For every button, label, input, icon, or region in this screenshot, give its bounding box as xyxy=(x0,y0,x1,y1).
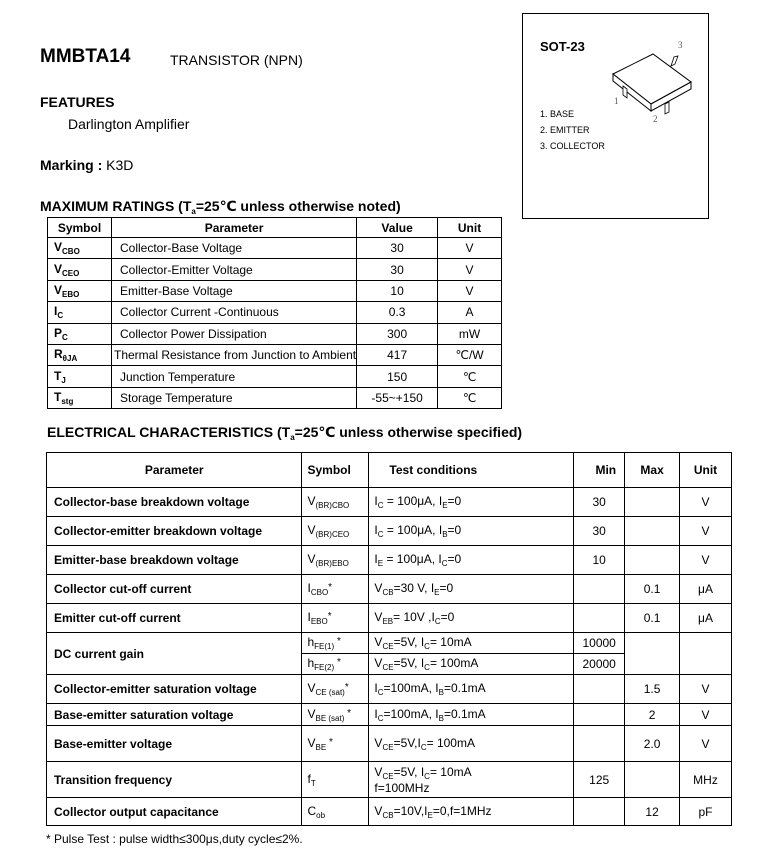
electrical-symbol xyxy=(302,546,369,575)
pulse-test-star: * xyxy=(334,636,341,647)
unit-value: V xyxy=(680,675,732,704)
max-ratings-row xyxy=(48,366,502,387)
symbol-subscript: θJA xyxy=(62,354,78,364)
electrical-header-row xyxy=(47,453,732,488)
test-conditions xyxy=(369,654,574,675)
col-value: Value xyxy=(357,218,438,238)
cond-letter: V xyxy=(374,581,383,595)
cond-value: =0 xyxy=(439,581,454,595)
footnote: * Pulse Test : pulse width≤300μs,duty cycle≤2%. xyxy=(46,832,303,846)
electrical-symbol xyxy=(302,517,369,546)
electrical-symbol xyxy=(302,704,369,726)
col-parameter: Parameter xyxy=(112,218,357,238)
electrical-row xyxy=(47,517,732,546)
rating-symbol xyxy=(48,323,112,344)
symbol-subscript: FE(1) xyxy=(314,642,335,651)
cond-letter: I xyxy=(374,552,378,566)
rating-parameter: Collector-Base Voltage xyxy=(112,238,357,259)
unit-value: V xyxy=(680,704,732,726)
electrical-parameter: Emitter cut-off current xyxy=(47,604,302,633)
max-value xyxy=(625,546,680,575)
min-value: 10 xyxy=(574,546,625,575)
rating-unit: mW xyxy=(438,323,502,344)
pulse-test-star: * xyxy=(328,582,333,593)
cond-letter: V xyxy=(374,764,383,779)
cond-value: =5V, xyxy=(393,735,418,750)
rating-value: 30 xyxy=(357,259,438,280)
cond-value: = 100μA, xyxy=(383,494,439,508)
rating-parameter: Thermal Resistance from Junction to Ambient xyxy=(112,344,357,365)
cond-letter: V xyxy=(374,656,383,670)
unit-value: V xyxy=(680,726,732,762)
cond-subscript: CB xyxy=(382,588,394,597)
marking-value: K3D xyxy=(106,157,134,173)
rating-value: 417 xyxy=(357,344,438,365)
cond-value: =0 xyxy=(447,552,462,566)
rating-value: 300 xyxy=(357,323,438,344)
symbol-letter: T xyxy=(54,389,62,404)
test-conditions xyxy=(369,604,574,633)
max-ratings-row xyxy=(48,344,502,365)
rating-unit: V xyxy=(438,238,502,259)
min-value: 125 xyxy=(574,762,625,798)
pin-2-lead xyxy=(665,102,669,114)
symbol-subscript: EBO xyxy=(310,617,328,626)
rating-symbol xyxy=(48,366,112,387)
cond-letter: I xyxy=(420,656,425,670)
electrical-col-header: Max xyxy=(625,453,680,488)
rating-unit: ℃ xyxy=(438,366,502,387)
symbol-letter: V xyxy=(307,494,316,508)
electrical-parameter: Emitter-base breakdown voltage xyxy=(47,546,302,575)
pin-2-number: 2 xyxy=(653,114,658,124)
rating-symbol xyxy=(48,344,112,365)
features-heading: FEATURES xyxy=(40,94,115,110)
rating-unit: A xyxy=(438,302,502,323)
symbol-letter: T xyxy=(54,368,62,383)
electrical-title: ELECTRICAL CHARACTERISTICS ($T_a=25℃$ unless otherwise specified) xyxy=(47,424,523,442)
cond-subscript: C xyxy=(377,713,384,723)
unit-value: pF xyxy=(680,798,732,826)
electrical-symbol xyxy=(302,654,369,675)
rating-parameter: Collector-Emitter Voltage xyxy=(112,259,357,280)
symbol-subscript: T xyxy=(310,778,316,788)
test-conditions xyxy=(369,488,574,517)
symbol-subscript: (BR)CBO xyxy=(315,501,350,510)
cond-value: =5V, xyxy=(393,635,421,649)
cond-subscript: EB xyxy=(382,617,394,626)
test-conditions xyxy=(369,798,574,826)
package-pin-list xyxy=(540,106,605,154)
max-value xyxy=(625,517,680,546)
electrical-table xyxy=(46,452,732,826)
symbol-subscript: C xyxy=(62,332,68,342)
electrical-parameter: Collector-emitter breakdown voltage xyxy=(47,517,302,546)
pin-3-label: 3. COLLECTOR xyxy=(540,141,605,151)
symbol-letter: V xyxy=(307,735,316,750)
cond-letter: V xyxy=(374,803,383,818)
cond-value: =30 V, xyxy=(393,581,431,595)
rating-parameter: Storage Temperature xyxy=(112,387,357,408)
symbol-letter: I xyxy=(307,610,311,624)
electrical-parameter: Collector cut-off current xyxy=(47,575,302,604)
test-conditions xyxy=(369,575,574,604)
cond-subscript: C xyxy=(424,663,430,672)
pulse-test-star: * xyxy=(327,611,332,622)
pulse-test-star: * xyxy=(344,707,352,719)
symbol-subscript: ob xyxy=(316,810,326,820)
symbol-subscript: FE(2) xyxy=(314,663,335,672)
electrical-row xyxy=(47,546,732,575)
cond-subscript: C xyxy=(377,688,384,697)
min-value xyxy=(574,604,625,633)
cond-subscript: B xyxy=(438,688,444,697)
cond-value: = 100mA xyxy=(429,656,479,670)
rating-value: 10 xyxy=(357,280,438,301)
electrical-symbol xyxy=(302,604,369,633)
cond-letter: I xyxy=(438,523,443,537)
cond-value: = 10mA xyxy=(429,635,472,649)
rating-parameter: Emitter-Base Voltage xyxy=(112,280,357,301)
cond-subscript: CE xyxy=(382,663,394,672)
min-value: 30 xyxy=(574,517,625,546)
part-subtitle: TRANSISTOR (NPN) xyxy=(170,52,303,68)
electrical-col-header: Symbol xyxy=(302,453,369,488)
cond-subscript: C xyxy=(424,642,430,651)
pin-2-label: 2. EMITTER xyxy=(540,125,590,135)
part-number: MMBTA14 xyxy=(40,46,131,67)
cond-value: =0 xyxy=(440,610,455,624)
max-value: 0.1 xyxy=(625,575,680,604)
symbol-letter: V xyxy=(54,261,63,276)
symbol-letter: V xyxy=(54,240,63,255)
col-symbol: Symbol xyxy=(48,218,112,238)
electrical-symbol xyxy=(302,798,369,826)
pin-3-number: 3 xyxy=(678,40,683,50)
max-ratings-row xyxy=(48,259,502,280)
max-ratings-row xyxy=(48,387,502,408)
electrical-parameter: DC current gain xyxy=(47,633,302,675)
cond-value: = 10V , xyxy=(393,610,432,624)
rating-parameter: Junction Temperature xyxy=(112,366,357,387)
cond-subscript: C xyxy=(441,559,448,568)
electrical-parameter: Transition frequency xyxy=(47,762,302,798)
max-value xyxy=(625,762,680,798)
symbol-subscript: C xyxy=(57,311,64,321)
cond-letter: I xyxy=(374,523,378,537)
pin-1-label: 1. BASE xyxy=(540,109,575,119)
electrical-symbol xyxy=(302,726,369,762)
test-conditions xyxy=(369,633,574,654)
cond-letter: I xyxy=(374,494,378,508)
symbol-subscript: CBO xyxy=(62,247,80,257)
cond-value: =0.1mA xyxy=(443,681,486,695)
cond-letter: I xyxy=(435,681,439,695)
symbol-subscript: EBO xyxy=(62,289,80,299)
marking-label: Marking : xyxy=(40,157,103,173)
symbol-letter: V xyxy=(307,681,316,695)
max-value xyxy=(625,633,680,675)
min-value xyxy=(574,575,625,604)
max-ratings-row xyxy=(48,323,502,344)
cond-line-1 xyxy=(374,765,573,781)
test-conditions xyxy=(369,675,574,704)
max-ratings-row xyxy=(48,238,502,259)
symbol-letter: h xyxy=(307,656,315,670)
symbol-letter: P xyxy=(54,325,63,340)
symbol-subscript: CE (sat) xyxy=(315,688,345,697)
cond-subscript: C xyxy=(434,617,441,626)
unit-value xyxy=(680,633,732,675)
cond-value: =100mA, xyxy=(383,681,436,695)
cond-subscript: C xyxy=(420,742,427,752)
electrical-symbol xyxy=(302,675,369,704)
marking-line xyxy=(40,157,133,173)
min-value: 20000 xyxy=(574,654,625,675)
cond-subscript: CE xyxy=(382,642,394,651)
cond-subscript: C xyxy=(424,771,430,781)
electrical-parameter: Collector-emitter saturation voltage xyxy=(47,675,302,704)
cond-subscript: C xyxy=(377,530,384,539)
cond-value: =10V, xyxy=(393,803,425,818)
electrical-parameter: Collector output capacitance xyxy=(47,798,302,826)
rating-value: 0.3 xyxy=(357,302,438,323)
cond-letter: V xyxy=(374,735,383,750)
electrical-row xyxy=(47,726,732,762)
rating-unit: ℃ xyxy=(438,387,502,408)
test-conditions xyxy=(369,726,574,762)
unit-value: V xyxy=(680,546,732,575)
symbol-letter: C xyxy=(307,803,317,818)
cond-subscript: C xyxy=(377,501,384,510)
min-value xyxy=(574,704,625,726)
cond-letter: I xyxy=(417,735,421,750)
max-ratings-header-row xyxy=(48,218,502,238)
min-value: 30 xyxy=(574,488,625,517)
unit-value: V xyxy=(680,488,732,517)
rating-symbol xyxy=(48,280,112,301)
electrical-symbol xyxy=(302,488,369,517)
col-unit: Unit xyxy=(438,218,502,238)
symbol-subscript: (BR)CEO xyxy=(315,530,350,539)
symbol-subscript: BE xyxy=(315,742,327,752)
cond-letter: I xyxy=(420,764,425,779)
max-ratings-table xyxy=(47,217,502,409)
cond-subscript: B xyxy=(442,530,448,539)
symbol-letter: V xyxy=(54,282,63,297)
cond-value: =5V, xyxy=(393,764,421,779)
symbol-subscript: CEO xyxy=(62,268,80,278)
cond-letter: I xyxy=(435,706,439,721)
cond-letter: I xyxy=(438,494,443,508)
max-ratings-row xyxy=(48,302,502,323)
pulse-test-star: * xyxy=(326,736,333,748)
electrical-col-header: Parameter xyxy=(47,453,302,488)
max-ratings-row xyxy=(48,280,502,301)
symbol-letter: I xyxy=(54,304,58,319)
max-ratings-title: MAXIMUM RATINGS ($T_a=25℃$ unless otherwise noted) xyxy=(40,198,401,216)
cond-value: =0 xyxy=(447,494,462,508)
symbol-letter: V xyxy=(307,552,316,566)
cond-value: =100mA, xyxy=(383,706,436,721)
test-conditions xyxy=(369,762,574,798)
symbol-letter: h xyxy=(307,635,315,649)
electrical-parameter: Collector-base breakdown voltage xyxy=(47,488,302,517)
min-value xyxy=(574,726,625,762)
cond-subscript: E xyxy=(377,559,384,568)
electrical-row xyxy=(47,488,732,517)
symbol-letter: V xyxy=(307,706,316,721)
cond-subscript: E xyxy=(427,810,433,820)
test-conditions xyxy=(369,704,574,726)
cond-value: = 100μA, xyxy=(383,552,439,566)
package-box xyxy=(522,13,709,219)
cond-letter: V xyxy=(374,610,383,624)
symbol-letter: I xyxy=(307,581,311,595)
symbol-subscript: BE (sat) xyxy=(315,713,345,723)
sot23-package-drawing xyxy=(603,34,703,134)
rating-symbol xyxy=(48,387,112,408)
cond-subscript: CE xyxy=(382,771,394,781)
unit-value: μA xyxy=(680,575,732,604)
unit-value: MHz xyxy=(680,762,732,798)
cond-letter: I xyxy=(438,552,442,566)
cond-line-2: f=100MHz xyxy=(374,780,430,795)
cond-letter: V xyxy=(374,635,383,649)
cond-value: = 10mA xyxy=(429,764,472,779)
electrical-parameter: Base-emitter saturation voltage xyxy=(47,704,302,726)
max-value: 2 xyxy=(625,704,680,726)
symbol-letter: V xyxy=(307,523,316,537)
cond-subscript: CB xyxy=(382,810,394,820)
rating-unit: V xyxy=(438,280,502,301)
cond-value: =0,f=1MHz xyxy=(432,803,492,818)
min-value: 10000 xyxy=(574,633,625,654)
electrical-symbol xyxy=(302,575,369,604)
package-name: SOT-23 xyxy=(540,39,585,54)
unit-value: V xyxy=(680,517,732,546)
cond-letter: I xyxy=(431,610,435,624)
cond-value: =0 xyxy=(447,523,462,537)
electrical-row xyxy=(47,575,732,604)
electrical-row xyxy=(47,798,732,826)
symbol-subscript: J xyxy=(61,375,66,385)
max-value: 12 xyxy=(625,798,680,826)
symbol-subscript: (BR)EBO xyxy=(315,559,349,568)
rating-symbol xyxy=(48,302,112,323)
cond-value: =0.1mA xyxy=(443,706,486,721)
rating-parameter: Collector Current -Continuous xyxy=(112,302,357,323)
rating-symbol xyxy=(48,259,112,280)
cond-value: = 100mA xyxy=(426,735,475,750)
electrical-col-header: Min xyxy=(574,453,625,488)
test-conditions xyxy=(369,517,574,546)
pulse-test-star: * xyxy=(334,657,341,668)
electrical-col-header: Unit xyxy=(680,453,732,488)
symbol-letter: R xyxy=(54,347,63,362)
rating-unit: ℃/W xyxy=(438,344,502,365)
pulse-test-star: * xyxy=(344,682,349,693)
cond-subscript: E xyxy=(442,501,448,510)
rating-unit: V xyxy=(438,259,502,280)
rating-parameter: Collector Power Dissipation xyxy=(112,323,357,344)
electrical-symbol xyxy=(302,762,369,798)
cond-letter: I xyxy=(424,803,428,818)
max-value: 0.1 xyxy=(625,604,680,633)
symbol-subscript: CBO xyxy=(310,588,329,597)
symbol-letter: f xyxy=(307,771,311,786)
test-conditions xyxy=(369,546,574,575)
rating-value: 30 xyxy=(357,238,438,259)
dc-gain-row xyxy=(47,633,732,654)
cond-subscript: E xyxy=(434,588,440,597)
features-text: Darlington Amplifier xyxy=(68,116,190,132)
pin-1-number: 1 xyxy=(614,96,619,106)
electrical-parameter: Base-emitter voltage xyxy=(47,726,302,762)
cond-letter: I xyxy=(374,681,378,695)
cond-subscript: CE xyxy=(382,742,394,752)
electrical-row xyxy=(47,604,732,633)
electrical-row xyxy=(47,704,732,726)
cond-letter: I xyxy=(420,635,425,649)
cond-letter: I xyxy=(430,581,435,595)
cond-subscript: B xyxy=(438,713,444,723)
rating-value: 150 xyxy=(357,366,438,387)
min-value xyxy=(574,675,625,704)
max-value: 2.0 xyxy=(625,726,680,762)
max-value xyxy=(625,488,680,517)
cond-value: =5V, xyxy=(393,656,421,670)
cond-letter: I xyxy=(374,706,378,721)
max-value: 1.5 xyxy=(625,675,680,704)
rating-value: -55~+150 xyxy=(357,387,438,408)
min-value xyxy=(574,798,625,826)
electrical-row xyxy=(47,762,732,798)
electrical-col-header: Test conditions xyxy=(369,453,574,488)
electrical-row xyxy=(47,675,732,704)
rating-symbol xyxy=(48,238,112,259)
unit-value: μA xyxy=(680,604,732,633)
cond-value: = 100μA, xyxy=(383,523,439,537)
pin-3-lead xyxy=(671,56,678,66)
electrical-symbol xyxy=(302,633,369,654)
symbol-subscript: stg xyxy=(61,396,74,406)
